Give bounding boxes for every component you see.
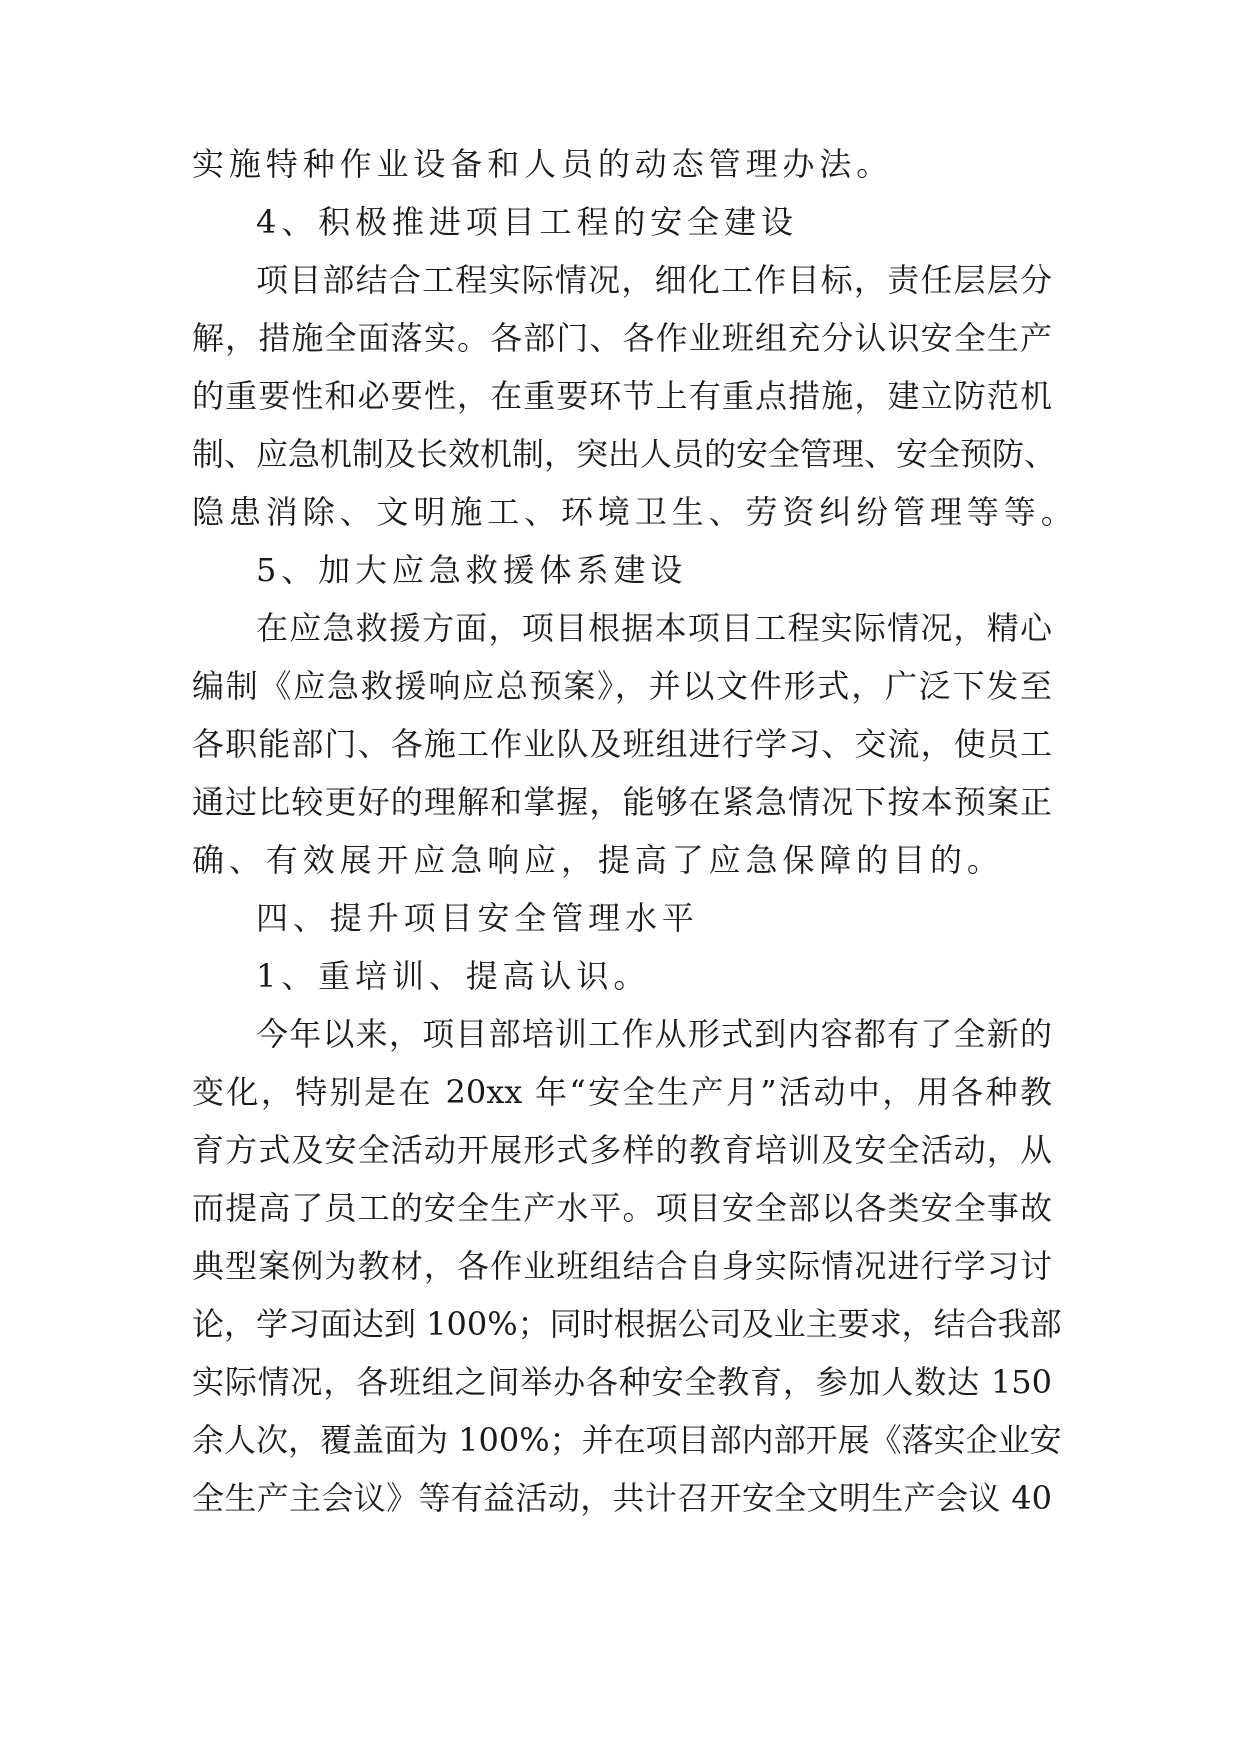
text-line: 确、有效展开应急响应，提高了应急保障的目的。 bbox=[192, 841, 1004, 879]
text-line: 隐患消除、文明施工、环境卫生、劳资纠纷管理等等。 bbox=[192, 493, 1078, 531]
text-line: 余人次，覆盖面为 100%；并在项目部内部开展《落实企业安 bbox=[192, 1421, 1062, 1459]
section-heading: 四、提升项目安全管理水平 bbox=[256, 899, 699, 937]
text-line: 实施特种作业设备和人员的动态管理办法。 bbox=[192, 145, 894, 183]
section-heading: 5、加大应急救援体系建设 bbox=[256, 551, 688, 589]
text-line: 各职能部门、各施工作业队及班组进行学习、交流，使员工 bbox=[192, 725, 1052, 763]
text-line: 项目部结合工程实际情况，细化工作目标，责任层层分 bbox=[256, 261, 1052, 299]
text-line: 论，学习面达到 100%；同时根据公司及业主要求，结合我部 bbox=[192, 1305, 1062, 1343]
text-line: 解，措施全面落实。各部门、各作业班组充分认识安全生产 bbox=[192, 319, 1052, 357]
text-line: 通过比较更好的理解和掌握，能够在紧急情况下按本预案正 bbox=[192, 783, 1052, 821]
text-line: 的重要性和必要性，在重要环节上有重点措施，建立防范机 bbox=[192, 377, 1052, 415]
text-line: 在应急救援方面，项目根据本项目工程实际情况，精心 bbox=[256, 609, 1052, 647]
section-heading: 4、积极推进项目工程的安全建设 bbox=[256, 203, 798, 241]
text-line: 变化，特别是在 20xx 年“安全生产月”活动中，用各种教 bbox=[192, 1073, 1052, 1111]
text-line: 制、应急机制及长效机制，突出人员的安全管理、安全预防、 bbox=[192, 435, 1057, 473]
text-line: 实际情况，各班组之间举办各种安全教育，参加人数达 150 bbox=[192, 1363, 1052, 1401]
text-line: 而提高了员工的安全生产水平。项目安全部以各类安全事故 bbox=[192, 1189, 1052, 1227]
section-heading: 1、重培训、提高认识。 bbox=[256, 957, 651, 995]
text-line: 典型案例为教材，各作业班组结合自身实际情况进行学习讨 bbox=[192, 1247, 1052, 1285]
text-line: 编制《应急救援响应总预案》，并以文件形式，广泛下发至 bbox=[192, 667, 1052, 705]
text-line: 育方式及安全活动开展形式多样的教育培训及安全活动，从 bbox=[192, 1131, 1052, 1169]
text-line: 全生产主会议》等有益活动，共计召开安全文明生产会议 40 bbox=[192, 1479, 1052, 1517]
text-line: 今年以来，项目部培训工作从形式到内容都有了全新的 bbox=[256, 1015, 1052, 1053]
